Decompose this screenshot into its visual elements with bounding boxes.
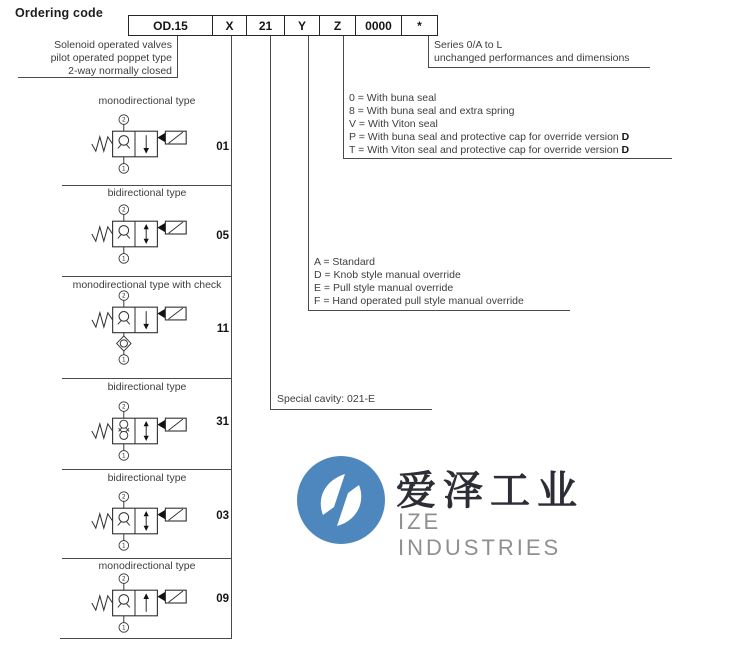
ordering-code-boxes [128, 15, 438, 36]
override-option: A = Standard [314, 256, 376, 268]
svg-text:1: 1 [121, 452, 126, 460]
description-line-2: pilot operated poppet type [50, 51, 172, 64]
svg-text:2: 2 [121, 403, 126, 411]
seal-option: T = With Viton seal and protective cap for override version D [349, 143, 630, 156]
valve-symbol-11 [79, 288, 191, 371]
valve-section-label: bidirectional type [107, 187, 187, 199]
valve-symbol-05 [79, 202, 191, 266]
valve-code: 03 [216, 510, 229, 522]
code-box-series: * [401, 15, 438, 36]
override-option: E = Pull style manual override [314, 281, 454, 294]
series-note-line-1: Series 0/A to L [434, 39, 503, 51]
svg-text:2: 2 [121, 116, 126, 124]
description-line-3: 2-way normally closed [68, 64, 172, 77]
logo-text-cn: 爱泽工业 [396, 468, 584, 514]
code-box-type: X [212, 15, 248, 36]
valve-table-divider [62, 185, 232, 186]
svg-text:1: 1 [121, 255, 126, 263]
svg-text:2: 2 [121, 493, 126, 501]
code-box-model: OD.15 [128, 15, 213, 36]
valve-symbol-31 [79, 399, 191, 463]
svg-text:1: 1 [121, 356, 126, 364]
special-cavity-connector [270, 36, 432, 410]
override-option: F = Hand operated pull style manual override [314, 294, 524, 307]
svg-text:2: 2 [121, 206, 126, 214]
valve-code: 31 [216, 416, 229, 428]
code-box-override: Y [284, 15, 321, 36]
valve-section-label: monodirectional type [98, 560, 196, 572]
valve-table-right-border [231, 36, 232, 638]
seal-option: V = With Viton seal [349, 117, 438, 130]
valve-code: 01 [216, 141, 229, 153]
valve-section-label: bidirectional type [107, 381, 187, 393]
special-cavity-note: Special cavity: 021-E [277, 393, 376, 405]
valve-code: 05 [216, 230, 229, 242]
override-option: D = Knob style manual override [314, 268, 461, 281]
page-title: Ordering code [15, 6, 104, 20]
valve-table-bottom-border [60, 638, 232, 639]
valve-section-label: monodirectional type [98, 95, 196, 107]
svg-text:1: 1 [121, 165, 126, 173]
valve-symbol-01 [79, 112, 191, 176]
valve-table-divider [62, 469, 232, 470]
logo-mark-icon [296, 455, 386, 545]
valve-symbol-09 [79, 571, 191, 635]
valve-table-divider [62, 276, 232, 277]
description-line-1: Solenoid operated valves [54, 39, 172, 51]
svg-text:1: 1 [121, 624, 126, 632]
valve-section-label: bidirectional type [107, 472, 187, 484]
valve-code: 11 [216, 323, 229, 335]
series-note-line-2: unchanged performances and dimensions [434, 51, 630, 64]
code-box-voltage: 0000 [355, 15, 403, 36]
product-description [18, 39, 172, 78]
valve-table-divider [62, 558, 232, 559]
seal-option: 8 = With buna seal and extra spring [349, 104, 515, 117]
valve-code: 09 [216, 593, 229, 605]
code-box-cavity: 21 [246, 15, 285, 36]
svg-text:2: 2 [121, 292, 126, 300]
svg-text:1: 1 [121, 542, 126, 550]
company-logo [296, 455, 596, 560]
valve-table-divider [62, 378, 232, 379]
valve-section-label: monodirectional type with check [72, 279, 222, 291]
code-box-seal: Z [319, 15, 356, 36]
seal-option: 0 = With buna seal [349, 92, 437, 104]
logo-text-en: IZE INDUSTRIES [398, 509, 562, 560]
seal-option: P = With buna seal and protective cap for override version D [349, 130, 630, 143]
valve-symbol-03 [79, 489, 191, 553]
svg-text:2: 2 [121, 575, 126, 583]
